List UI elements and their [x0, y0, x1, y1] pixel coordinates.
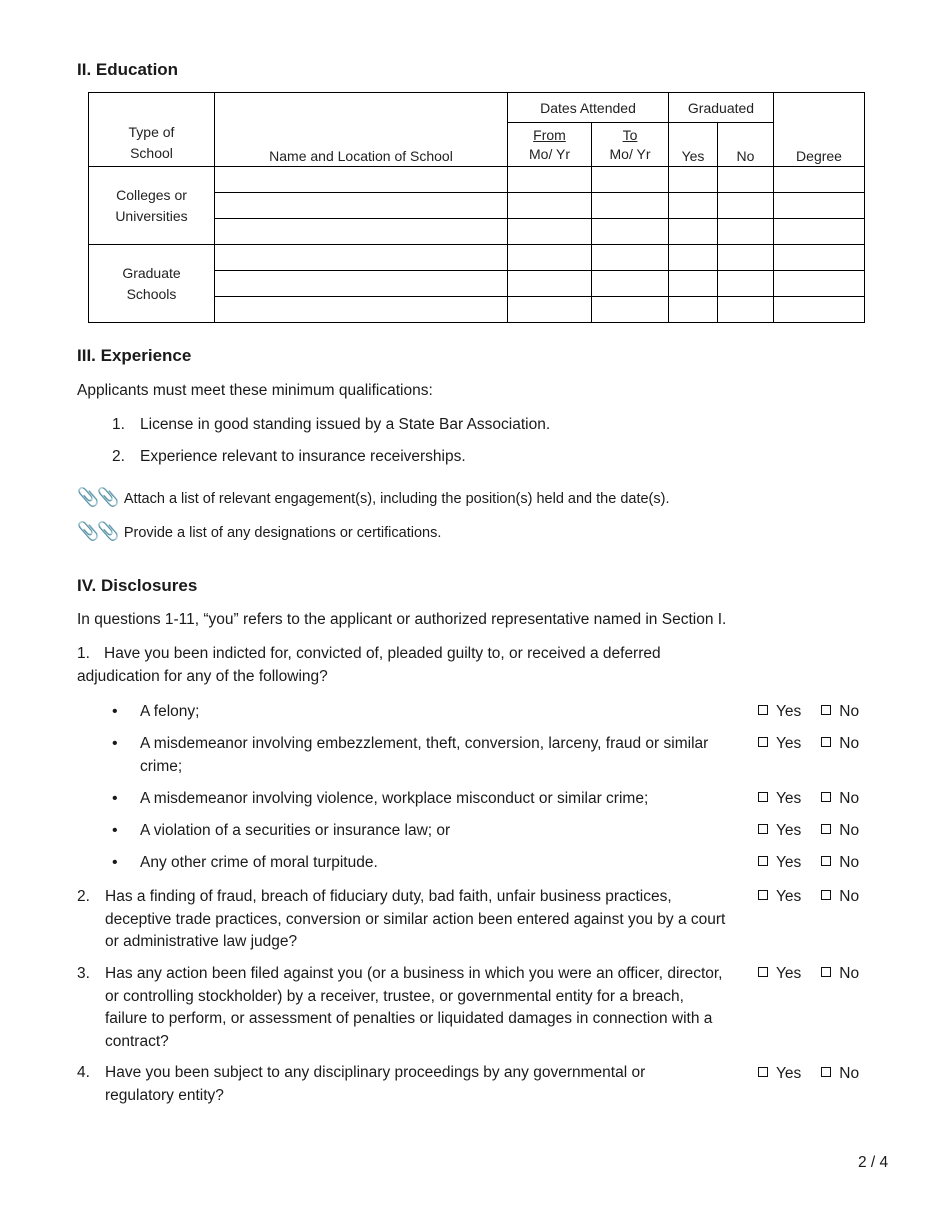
group-graduate-schools: Graduate Schools — [89, 245, 215, 323]
no-checkbox[interactable]: No — [821, 1063, 859, 1085]
yes-checkbox[interactable]: Yes — [758, 701, 801, 723]
to-header: To Mo/ Yr — [592, 123, 669, 167]
yes-checkbox[interactable]: Yes — [758, 852, 801, 874]
school-name-cell[interactable] — [215, 219, 508, 245]
from-cell[interactable] — [508, 245, 592, 271]
paperclip-icon: 📎📎 — [77, 521, 118, 541]
no-cell[interactable] — [718, 271, 774, 297]
yes-cell[interactable] — [669, 167, 718, 193]
yes-cell[interactable] — [669, 271, 718, 297]
to-cell[interactable] — [592, 193, 669, 219]
no-cell[interactable] — [718, 167, 774, 193]
school-name-cell[interactable] — [215, 271, 508, 297]
yes-no-group — [758, 701, 859, 723]
degree-cell[interactable] — [774, 193, 865, 219]
experience-heading: III. Experience — [77, 346, 192, 365]
degree-cell[interactable] — [774, 297, 865, 323]
group-colleges: Colleges or Universities — [89, 167, 215, 245]
yes-checkbox[interactable]: Yes — [758, 886, 801, 908]
question-2: 2. Has a finding of fraud, breach of fiduciary duty, bad faith, unfair business practices, deceptive trade practices, conversion or similar action been entered against you by a court or administrative law judge? — [77, 888, 726, 950]
yes-checkbox[interactable]: Yes — [758, 788, 801, 810]
dates-attended-header: Dates Attended — [508, 93, 669, 123]
degree-cell[interactable] — [774, 245, 865, 271]
no-checkbox[interactable]: No — [821, 820, 859, 842]
yes-checkbox[interactable]: Yes — [758, 733, 801, 755]
school-name-cell[interactable] — [215, 245, 508, 271]
type-of-school-header: Type of School — [89, 93, 215, 167]
yes-cell[interactable] — [669, 219, 718, 245]
yes-no-group — [758, 852, 859, 874]
graduated-no-header: No — [718, 123, 774, 167]
disclosures-intro: In questions 1-11, “you” refers to the applicant or authorized representative named in Section I. — [77, 611, 727, 628]
crime-bullet: • Any other crime of moral turpitude. — [112, 854, 378, 871]
yes-no-group — [758, 733, 859, 755]
school-name-cell[interactable] — [215, 297, 508, 323]
no-cell[interactable] — [718, 245, 774, 271]
graduated-yes-header: Yes — [669, 123, 718, 167]
from-cell[interactable] — [508, 219, 592, 245]
school-name-cell[interactable] — [215, 167, 508, 193]
attachment-note: 📎📎 Attach a list of relevant engagement(s), including the position(s) held and the date(s). — [77, 487, 670, 507]
to-cell[interactable] — [592, 271, 669, 297]
school-name-cell[interactable] — [215, 193, 508, 219]
paperclip-icon: 📎📎 — [77, 487, 118, 507]
question-1: 1. Have you been indicted for, convicted of, pleaded guilty to, or received a deferred adjudication for any of the following? — [77, 645, 661, 685]
no-cell[interactable] — [718, 219, 774, 245]
to-cell[interactable] — [592, 219, 669, 245]
education-table — [88, 92, 865, 323]
no-checkbox[interactable]: No — [821, 788, 859, 810]
graduated-header: Graduated — [669, 93, 774, 123]
no-checkbox[interactable]: No — [821, 886, 859, 908]
crime-bullet: • A misdemeanor involving violence, workplace misconduct or similar crime; — [112, 790, 649, 807]
degree-cell[interactable] — [774, 167, 865, 193]
from-cell[interactable] — [508, 167, 592, 193]
to-cell[interactable] — [592, 297, 669, 323]
question-4: 4. Have you been subject to any disciplinary proceedings by any governmental or regulatory entity? — [77, 1064, 646, 1104]
degree-cell[interactable] — [774, 271, 865, 297]
qualification-item: 2. Experience relevant to insurance receiverships. — [112, 448, 466, 465]
no-checkbox[interactable]: No — [821, 733, 859, 755]
degree-header: Degree — [774, 93, 865, 167]
disclosures-heading: IV. Disclosures — [77, 576, 198, 595]
yes-no-group — [758, 788, 859, 810]
yes-cell[interactable] — [669, 245, 718, 271]
yes-no-group — [758, 1063, 859, 1085]
yes-no-group — [758, 886, 859, 908]
yes-checkbox[interactable]: Yes — [758, 963, 801, 985]
yes-no-group — [758, 963, 859, 985]
yes-cell[interactable] — [669, 297, 718, 323]
no-cell[interactable] — [718, 297, 774, 323]
from-header: From Mo/ Yr — [508, 123, 592, 167]
yes-cell[interactable] — [669, 193, 718, 219]
no-checkbox[interactable]: No — [821, 701, 859, 723]
no-checkbox[interactable]: No — [821, 963, 859, 985]
education-heading: II. Education — [77, 60, 179, 79]
yes-checkbox[interactable]: Yes — [758, 820, 801, 842]
yes-no-group — [758, 820, 859, 842]
qualification-item: 1. License in good standing issued by a State Bar Association. — [112, 416, 551, 433]
experience-intro: Applicants must meet these minimum qualifications: — [77, 382, 433, 399]
crime-bullet: • A violation of a securities or insurance law; or — [112, 822, 451, 839]
from-cell[interactable] — [508, 271, 592, 297]
no-cell[interactable] — [718, 193, 774, 219]
degree-cell[interactable] — [774, 219, 865, 245]
question-3: 3. Has any action been filed against you (or a business in which you were an officer, director, or controlling stockholder) by a receiver, trustee, or governmental entity for a breach, failure to perform, or assessment of penalties or liquidated damages in connection with a contract? — [77, 965, 723, 1050]
from-cell[interactable] — [508, 193, 592, 219]
crime-bullet: • A misdemeanor involving embezzlement, theft, conversion, larceny, fraud or similar crime; — [112, 735, 709, 775]
to-cell[interactable] — [592, 245, 669, 271]
crime-bullet: • A felony; — [112, 703, 200, 720]
yes-checkbox[interactable]: Yes — [758, 1063, 801, 1085]
from-cell[interactable] — [508, 297, 592, 323]
attachment-note: 📎📎 Provide a list of any designations or certifications. — [77, 521, 442, 541]
page-number: 2 / 4 — [858, 1154, 889, 1171]
name-location-header: Name and Location of School — [215, 93, 508, 167]
no-checkbox[interactable]: No — [821, 852, 859, 874]
to-cell[interactable] — [592, 167, 669, 193]
